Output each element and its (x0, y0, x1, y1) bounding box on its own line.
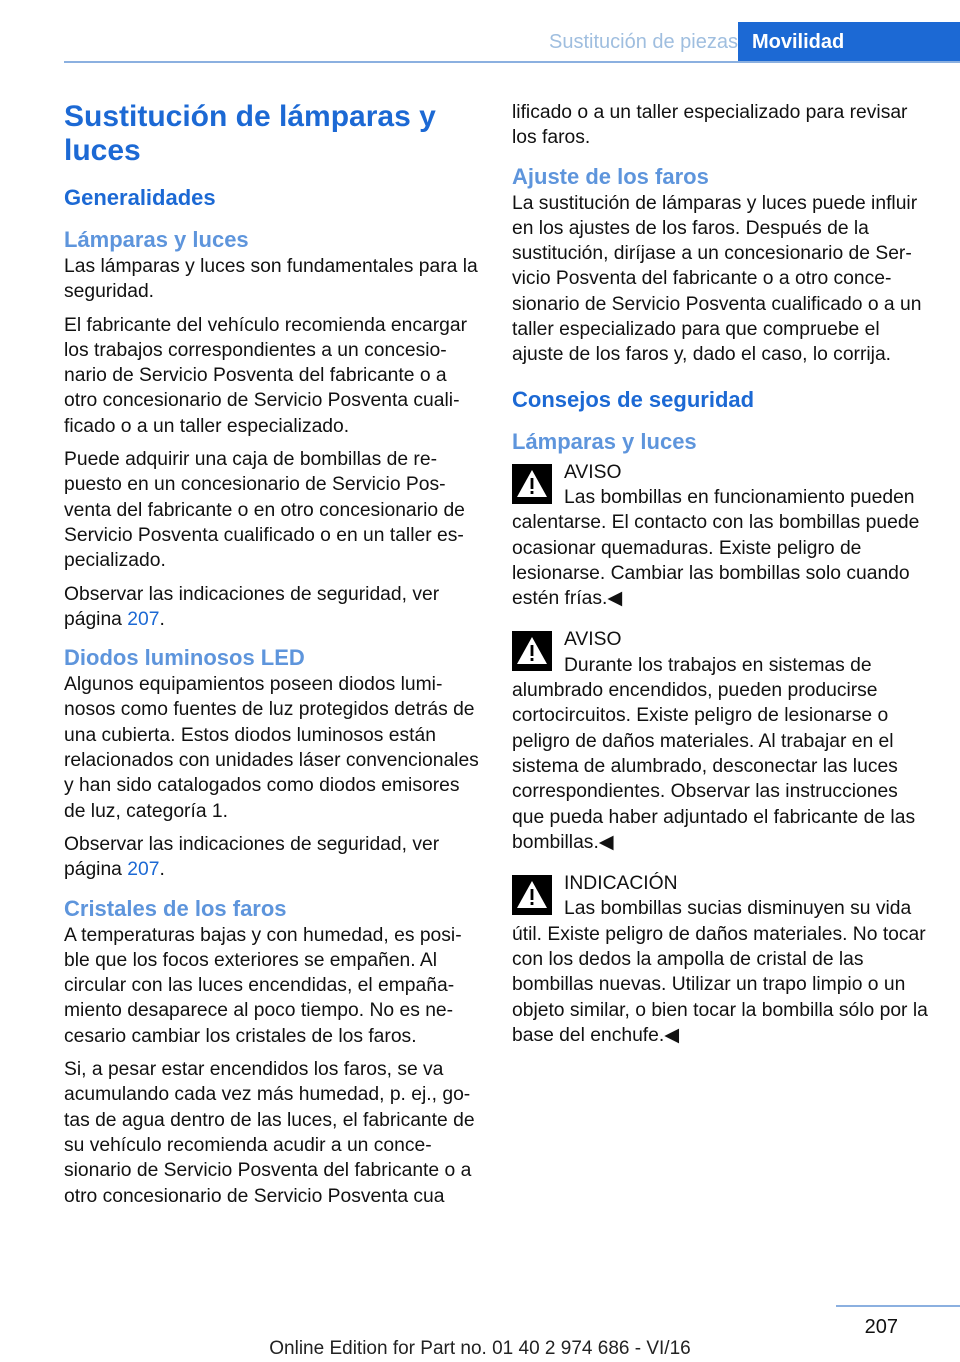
edition-note: Online Edition for Part no. 01 40 2 974 686 - VI/16 (269, 1338, 691, 1359)
footer-rule (836, 1305, 960, 1307)
paragraph: Algunos equipamientos poseen diodos luminosos como fuentes de luz protegidos detrás de una cubierta. Estos diodos luminosos están relacionados con unidades láser convencionales y han sido catalogados como diodos emisores de luz, categoría 1. (64, 674, 479, 822)
warning-block (512, 871, 928, 1048)
warning-title: INDICACIÓN (564, 873, 678, 895)
warning-title: AVISO (564, 461, 622, 483)
warning-text: Las bombillas en funcionamiento pueden calentarse. El contacto con las bombillas puede ocasionar quemaduras. Existe peligro de lesionarse. Cambiar las bombillas solo cuando estén frías.◀ (512, 486, 920, 610)
warning-triangle-icon (512, 631, 552, 671)
chapter-tab: Movilidad (738, 22, 960, 62)
subheading-lamparas-seguridad: Lámparas y luces (512, 428, 697, 454)
heading-seguridad: Consejos de seguridad (512, 386, 755, 412)
warning-text: Durante los trabajos en sistemas de alumbrado encendidos, pueden producirse cortocircuitos. Existe peligro de lesionarse o peligro de daños materiales. Al trabajar en el sistema de alumbrado, desconectar las luces correspondientes. Observar las instrucciones que pueda haber adjuntado el fabricante de las bombillas.◀ (512, 654, 916, 853)
section-title: Sustitución de piezas (548, 31, 738, 53)
paragraph: La sustitución de lámparas y luces puede influir en los ajustes de los faros. Después de la sustitución, diríjase a un concesionario de Servicio Posventa del fabricante o a otro concesionario de Servicio Posventa cualificado o a un taller especializado para que compruebe el ajuste de los faros y, dado el caso, lo corrija. (512, 192, 922, 366)
page-reference-link[interactable]: 207 (127, 859, 160, 881)
warning-block (512, 627, 928, 855)
subheading-lamparas: Lámparas y luces (64, 227, 249, 252)
page-title: Sustitución de lámparas y luces (64, 100, 436, 167)
subheading-cristales: Cristales de los faros (64, 895, 287, 921)
paragraph: Observar las indicaciones de seguridad, ver página 207. (64, 833, 440, 881)
paragraph-text: Observar las indicaciones de seguridad, ver página (64, 833, 440, 881)
left-column (64, 100, 480, 1217)
page-number: 207 (864, 1316, 898, 1338)
warning-block (512, 460, 928, 612)
paragraph: lificado o a un taller especializado para revisar los faros. (512, 102, 908, 149)
right-column (512, 100, 928, 1056)
paragraph: Las lámparas y luces son fundamentales para la seguridad. (64, 256, 478, 303)
paragraph: Si, a pesar estar encendidos los faros, se va acumulando cada vez más humedad, p. ej., gotas de agua dentro de las luces, el fabricante de su vehículo recomienda acudir a un concesionario de Servicio Posventa del fabricante o a otro concesionario de Servicio Posventa cua (64, 1059, 475, 1207)
warning-triangle-icon (512, 875, 552, 915)
subheading-led: Diodos luminosos LED (64, 645, 305, 671)
warning-text: Las bombillas sucias disminuyen su vida útil. Existe peligro de daños materiales. No tocar con los dedos la ampolla de cristal de las bombillas nuevas. Utilizar un trapo limpio o un objeto similar, o bien tocar la bombilla sólo por la base del enchufe.◀ (512, 898, 928, 1046)
paragraph: Observar las indicaciones de seguridad, ver página 207. (64, 583, 440, 630)
paragraph: A temperaturas bajas y con humedad, es posible que los focos exteriores se empañen. Al circular con las luces encendidas, el empañamiento desaparece al poco tiempo. No es necesario cambiar los cristales de los faros. (64, 924, 462, 1047)
page-header (0, 0, 960, 62)
warning-title: AVISO (564, 629, 622, 651)
paragraph-text: Observar las indicaciones de seguridad, ver página (64, 583, 440, 630)
heading-generalidades: Generalidades (64, 185, 216, 210)
paragraph: El fabricante del vehículo recomienda encargar los trabajos correspondientes a un concesionario de Servicio Posventa del fabricante o a otro concesionario de Servicio Posventa cualificado o a un taller especializado. (64, 314, 467, 437)
subheading-ajuste: Ajuste de los faros (512, 163, 709, 189)
paragraph: Puede adquirir una caja de bombillas de repuesto en un concesionario de Servicio Posventa del fabricante o en otro concesionario de Servicio Posventa cualificado o en un taller especializado. (64, 449, 465, 572)
header-rule (64, 61, 960, 63)
warning-triangle-icon (512, 464, 552, 504)
page-reference-link[interactable]: 207 (127, 608, 160, 630)
